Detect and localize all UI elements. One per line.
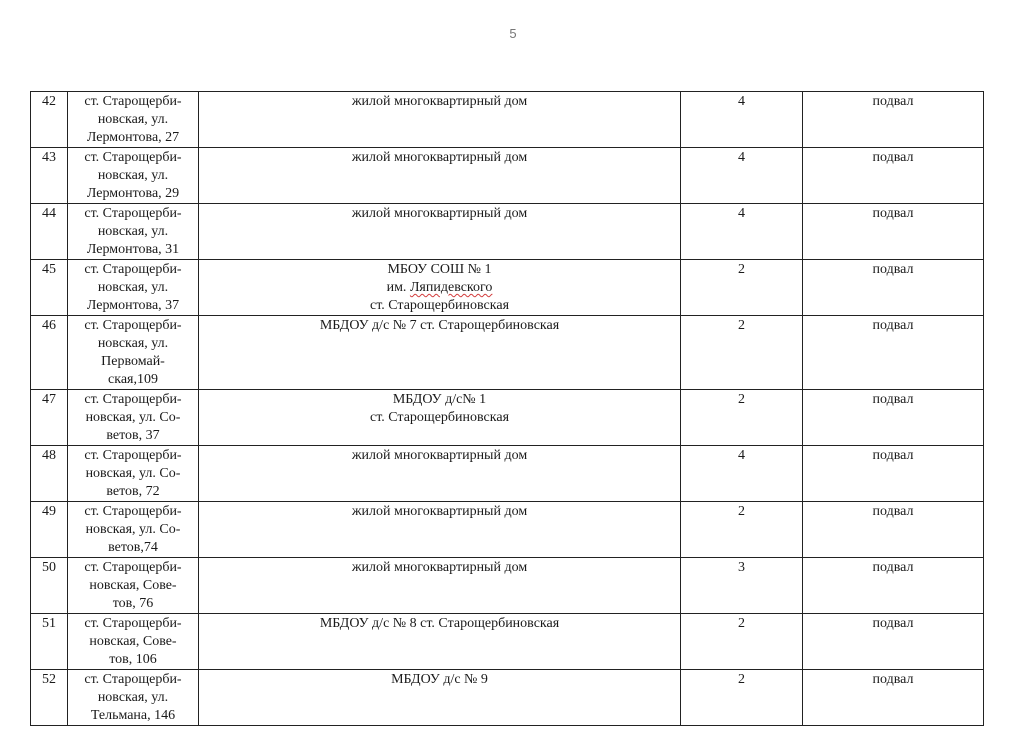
object-name-line	[202, 317, 677, 335]
row-number-cell	[31, 558, 68, 614]
address-line: ская,109	[108, 372, 158, 387]
address-line: новская, ул. Со-	[85, 522, 181, 537]
floors-value: 2	[738, 318, 745, 333]
row-number-cell	[31, 390, 68, 446]
shelter-cell	[803, 148, 984, 204]
address-line: Лермонтова, 37	[86, 298, 180, 313]
address-line: ст. Старощерби-	[84, 206, 182, 221]
address-cell	[68, 390, 199, 446]
table-body	[31, 92, 984, 726]
address-cell	[68, 614, 199, 670]
address-cell	[68, 92, 199, 148]
shelter-cell	[803, 670, 984, 726]
object-name-text: МБДОУ д/с № 9	[391, 672, 488, 687]
table-row	[31, 446, 984, 502]
address-line: ст. Старощерби-	[84, 392, 182, 407]
shelter-cell	[803, 204, 984, 260]
floors-cell	[681, 148, 803, 204]
shelter-cell	[803, 92, 984, 148]
floors-value: 2	[738, 392, 745, 407]
shelter-cell	[803, 502, 984, 558]
row-number-cell	[31, 316, 68, 390]
object-name-cell	[199, 502, 681, 558]
row-number: 50	[42, 560, 56, 575]
object-name-line	[202, 297, 677, 315]
shelter-type: подвал	[872, 504, 914, 519]
shelter-cell	[803, 446, 984, 502]
address-line: новская, ул. Со-	[85, 410, 181, 425]
object-name-cell	[199, 260, 681, 316]
shelter-type: подвал	[872, 560, 914, 575]
object-name-cell	[199, 558, 681, 614]
floors-cell	[681, 316, 803, 390]
shelter-type: подвал	[872, 262, 914, 277]
object-name-line	[202, 447, 677, 465]
object-name-text: жилой многоквартирный дом	[351, 206, 528, 221]
address-cell	[68, 204, 199, 260]
address-line: новская, ул.	[97, 112, 169, 127]
address-line: Лермонтова, 29	[86, 186, 180, 201]
row-number-cell	[31, 446, 68, 502]
table-row	[31, 390, 984, 446]
shelter-type: подвал	[872, 206, 914, 221]
row-number-cell	[31, 614, 68, 670]
address-line: тов, 76	[112, 596, 154, 611]
object-name-cell	[199, 148, 681, 204]
table-row	[31, 670, 984, 726]
shelter-type: подвал	[872, 318, 914, 333]
row-number: 46	[42, 318, 56, 333]
floors-cell	[681, 92, 803, 148]
address-line: ветов, 37	[106, 428, 160, 443]
floors-value: 4	[738, 206, 745, 221]
address-line: новская, ул.	[97, 280, 169, 295]
shelter-type: подвал	[872, 150, 914, 165]
shelter-cell	[803, 260, 984, 316]
row-number: 44	[42, 206, 56, 221]
address-line: ст. Старощерби-	[84, 672, 182, 687]
row-number-cell	[31, 92, 68, 148]
table-row	[31, 260, 984, 316]
object-name-cell	[199, 614, 681, 670]
object-name-line	[202, 279, 677, 297]
object-name-cell	[199, 446, 681, 502]
table-row	[31, 316, 984, 390]
table-row	[31, 204, 984, 260]
object-name-cell	[199, 390, 681, 446]
address-line: ст. Старощерби-	[84, 94, 182, 109]
row-number-cell	[31, 148, 68, 204]
floors-value: 4	[738, 448, 745, 463]
shelter-cell	[803, 390, 984, 446]
address-line: новская, ул.	[97, 690, 169, 705]
object-name-text: им.	[386, 280, 410, 295]
table-row	[31, 92, 984, 148]
object-name-line	[202, 93, 677, 111]
row-number: 49	[42, 504, 56, 519]
object-name-line	[202, 615, 677, 633]
object-name-text: МБДОУ д/с № 7 ст. Старощербиновская	[319, 318, 560, 333]
address-cell	[68, 558, 199, 614]
table-row	[31, 502, 984, 558]
row-number: 45	[42, 262, 56, 277]
floors-value: 4	[738, 94, 745, 109]
object-name-text: ст. Старощербиновская	[369, 410, 510, 425]
address-line: Тельмана, 146	[90, 708, 176, 723]
shelter-type: подвал	[872, 94, 914, 109]
object-name-text: МБДОУ д/с № 8 ст. Старощербиновская	[319, 616, 560, 631]
row-number-cell	[31, 204, 68, 260]
object-name-text: жилой многоквартирный дом	[351, 504, 528, 519]
floors-value: 2	[738, 262, 745, 277]
floors-cell	[681, 260, 803, 316]
object-name-text: жилой многоквартирный дом	[351, 150, 528, 165]
address-line: ст. Старощерби-	[84, 262, 182, 277]
object-name-line	[202, 671, 677, 689]
address-line: новская, ул.	[97, 168, 169, 183]
floors-cell	[681, 390, 803, 446]
address-line: новская, ул. Со-	[85, 466, 181, 481]
object-name-text: ст. Старощербиновская	[369, 298, 510, 313]
object-name-text: жилой многоквартирный дом	[351, 560, 528, 575]
row-number: 47	[42, 392, 56, 407]
shelter-type: подвал	[872, 448, 914, 463]
table-row	[31, 558, 984, 614]
object-name-cell	[199, 670, 681, 726]
shelter-table	[30, 91, 984, 726]
address-line: ветов,74	[108, 540, 158, 555]
address-line: ст. Старощерби-	[84, 150, 182, 165]
object-name-line	[202, 261, 677, 279]
address-line: ст. Старощерби-	[84, 560, 182, 575]
address-line: ст. Старощерби-	[84, 616, 182, 631]
object-name-cell	[199, 316, 681, 390]
page-number: 5	[509, 26, 517, 41]
object-name-cell	[199, 92, 681, 148]
floors-cell	[681, 502, 803, 558]
shelter-cell	[803, 558, 984, 614]
object-name-line	[202, 205, 677, 223]
address-line: новская, Сове-	[89, 578, 177, 593]
address-cell	[68, 148, 199, 204]
shelter-cell	[803, 614, 984, 670]
object-name-line	[202, 559, 677, 577]
object-name-line	[202, 503, 677, 521]
object-name-text: МБОУ СОШ № 1	[387, 262, 492, 277]
address-line: новская, ул.	[97, 336, 169, 351]
object-name-text: жилой многоквартирный дом	[351, 94, 528, 109]
floors-cell	[681, 670, 803, 726]
floors-cell	[681, 446, 803, 502]
address-cell	[68, 260, 199, 316]
object-name-cell	[199, 204, 681, 260]
address-line: тов, 106	[109, 652, 157, 667]
table-row	[31, 148, 984, 204]
object-name-line	[202, 391, 677, 409]
table-row	[31, 614, 984, 670]
row-number: 52	[42, 672, 56, 687]
shelter-type: подвал	[872, 616, 914, 631]
shelter-type: подвал	[872, 392, 914, 407]
address-cell	[68, 446, 199, 502]
row-number-cell	[31, 502, 68, 558]
address-line: ст. Старощерби-	[84, 318, 182, 333]
floors-cell	[681, 204, 803, 260]
address-cell	[68, 502, 199, 558]
floors-value: 2	[738, 616, 745, 631]
object-name-text: Ляпидевского	[409, 280, 493, 295]
floors-value: 3	[738, 560, 745, 575]
address-cell	[68, 316, 199, 390]
object-name-text: МБДОУ д/с№ 1	[392, 392, 487, 407]
floors-value: 2	[738, 504, 745, 519]
object-name-line	[202, 409, 677, 427]
floors-value: 4	[738, 150, 745, 165]
row-number: 51	[42, 616, 56, 631]
floors-value: 2	[738, 672, 745, 687]
address-line: новская, Сове-	[89, 634, 177, 649]
address-line: ст. Старощерби-	[84, 448, 182, 463]
object-name-line	[202, 149, 677, 167]
row-number-cell	[31, 260, 68, 316]
address-line: ст. Старощерби-	[84, 504, 182, 519]
row-number: 48	[42, 448, 56, 463]
address-cell	[68, 670, 199, 726]
shelter-type: подвал	[872, 672, 914, 687]
object-name-text: жилой многоквартирный дом	[351, 448, 528, 463]
floors-cell	[681, 614, 803, 670]
floors-cell	[681, 558, 803, 614]
address-line: Лермонтова, 27	[86, 130, 180, 145]
address-line: Первомай-	[101, 354, 165, 369]
address-line: ветов, 72	[106, 484, 160, 499]
address-line: новская, ул.	[97, 224, 169, 239]
row-number: 43	[42, 150, 56, 165]
address-line: Лермонтова, 31	[86, 242, 180, 257]
row-number-cell	[31, 670, 68, 726]
shelter-cell	[803, 316, 984, 390]
row-number: 42	[42, 94, 56, 109]
